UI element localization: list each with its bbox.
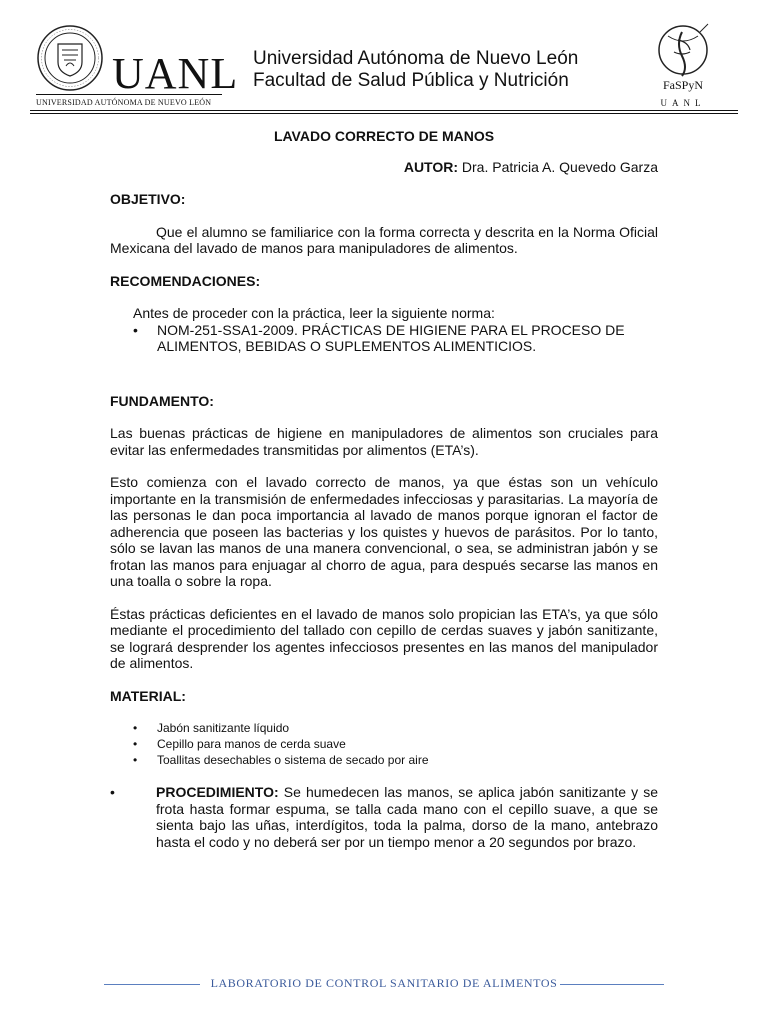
- objetivo-heading: OBJETIVO:: [110, 191, 186, 207]
- uanl-logo: [30, 22, 239, 108]
- faspyn-emblem-icon: [648, 22, 718, 80]
- document-body: [110, 128, 658, 850]
- procedimiento-item: [110, 784, 658, 850]
- list-item: • NOM-251-SSA1-2009. PRÁCTICAS DE HIGIENE PARA EL PROCESO DE ALIMENTOS, BEBIDAS O SUPLEMENTOS ALIMENTICIOS.: [133, 322, 658, 355]
- list-item: • Jabón sanitizante líquido: [133, 720, 658, 736]
- list-item: • Cepillo para manos de cerda suave: [133, 736, 658, 752]
- fundamento-paragraph-1: Las buenas prácticas de higiene en manipuladores de alimentos son cruciales para evitar las enfermedades transmitidas por alimentos (ETA’s).: [110, 425, 658, 458]
- faspyn-logo-word: FaSPyN: [662, 78, 703, 92]
- header-divider: [30, 110, 738, 111]
- bullet-icon: •: [110, 784, 115, 800]
- document-author: [110, 159, 658, 176]
- page-footer: [104, 976, 664, 992]
- recomendaciones-heading: RECOMENDACIONES:: [110, 272, 261, 289]
- recomendaciones-list: [110, 322, 658, 355]
- uanl-logo-word: UANL: [112, 49, 239, 98]
- document-title: LAVADO CORRECTO DE MANOS: [273, 128, 495, 144]
- author-name: Dra. Patricia A. Quevedo Garza: [461, 158, 658, 175]
- uanl-logo-divider: [36, 94, 222, 95]
- material-heading: MATERIAL:: [110, 687, 186, 704]
- faspyn-logo-subtitle: UANL: [660, 98, 706, 108]
- faspyn-logo: [648, 22, 718, 112]
- material-list: [110, 720, 658, 768]
- page-header: [30, 22, 738, 114]
- footer-rule-right: [560, 984, 664, 985]
- fundamento-paragraph-2: Esto comienza con el lavado correcto de manos, ya que éstas son un vehículo importante en la transmisión de enfermedades infecciosas y parasitarias. La mayoría de las personas le dan poca importancia al lavado de manos porque ignoran el factor de adherencia que poseen las bacterias y los quistes y huevos de parásitos. Por lo tanto, sólo se lavan las manos de una manera convencional, o sea, se administran jabón y se frotan las manos para enjuagar al chorro de agua, para después secarse las manos en una toalla o sobre la ropa.: [110, 474, 658, 589]
- uanl-seal-icon: [36, 24, 104, 92]
- recomendaciones-intro: Antes de proceder con la práctica, leer la siguiente norma:: [133, 305, 495, 321]
- header-divider-thin: [30, 113, 738, 114]
- footer-text: LABORATORIO DE CONTROL SANITARIO DE ALIMENTOS: [210, 976, 558, 990]
- fundamento-paragraph-3: Éstas prácticas deficientes en el lavado de manos solo propician las ETA’s, ya que sólo mediante el procedimiento del tallado con cepillo de cerdas suaves y jabón sanitizante, se logrará desprender los agentes infecciosos presentes en las manos del manipulador de alimentos.: [110, 605, 658, 671]
- procedimiento-label: PROCEDIMIENTO:: [156, 784, 279, 800]
- uanl-logo-subtitle: UNIVERSIDAD AUTÓNOMA DE NUEVO LEÓN: [36, 98, 212, 107]
- footer-rule-left: [104, 984, 200, 985]
- objetivo-paragraph: Que el alumno se familiarice con la forma correcta y descrita en la Norma Oficial Mexicana del lavado de manos para manipuladores de alimentos.: [110, 223, 658, 256]
- procedimiento-text: Se humedecen las manos, se aplica jabón sanitizante y se frota hasta formar espuma, se talla cada mano con el cepillo suave, a que se sienta bajo las uñas, interdígitos, toda la palma, dorso de la mano, antebrazo hasta el codo y no deberá ser por un tiempo menor a 20 segundos por brazo.: [156, 784, 658, 850]
- fundamento-heading: FUNDAMENTO:: [110, 392, 214, 409]
- list-item: • Toallitas desechables o sistema de secado por aire: [133, 752, 658, 768]
- university-name: Universidad Autónoma de Nuevo León: [253, 48, 579, 69]
- faculty-name: Facultad de Salud Pública y Nutrición: [253, 70, 569, 91]
- institution-title: [253, 48, 578, 92]
- author-label: AUTOR:: [403, 158, 459, 175]
